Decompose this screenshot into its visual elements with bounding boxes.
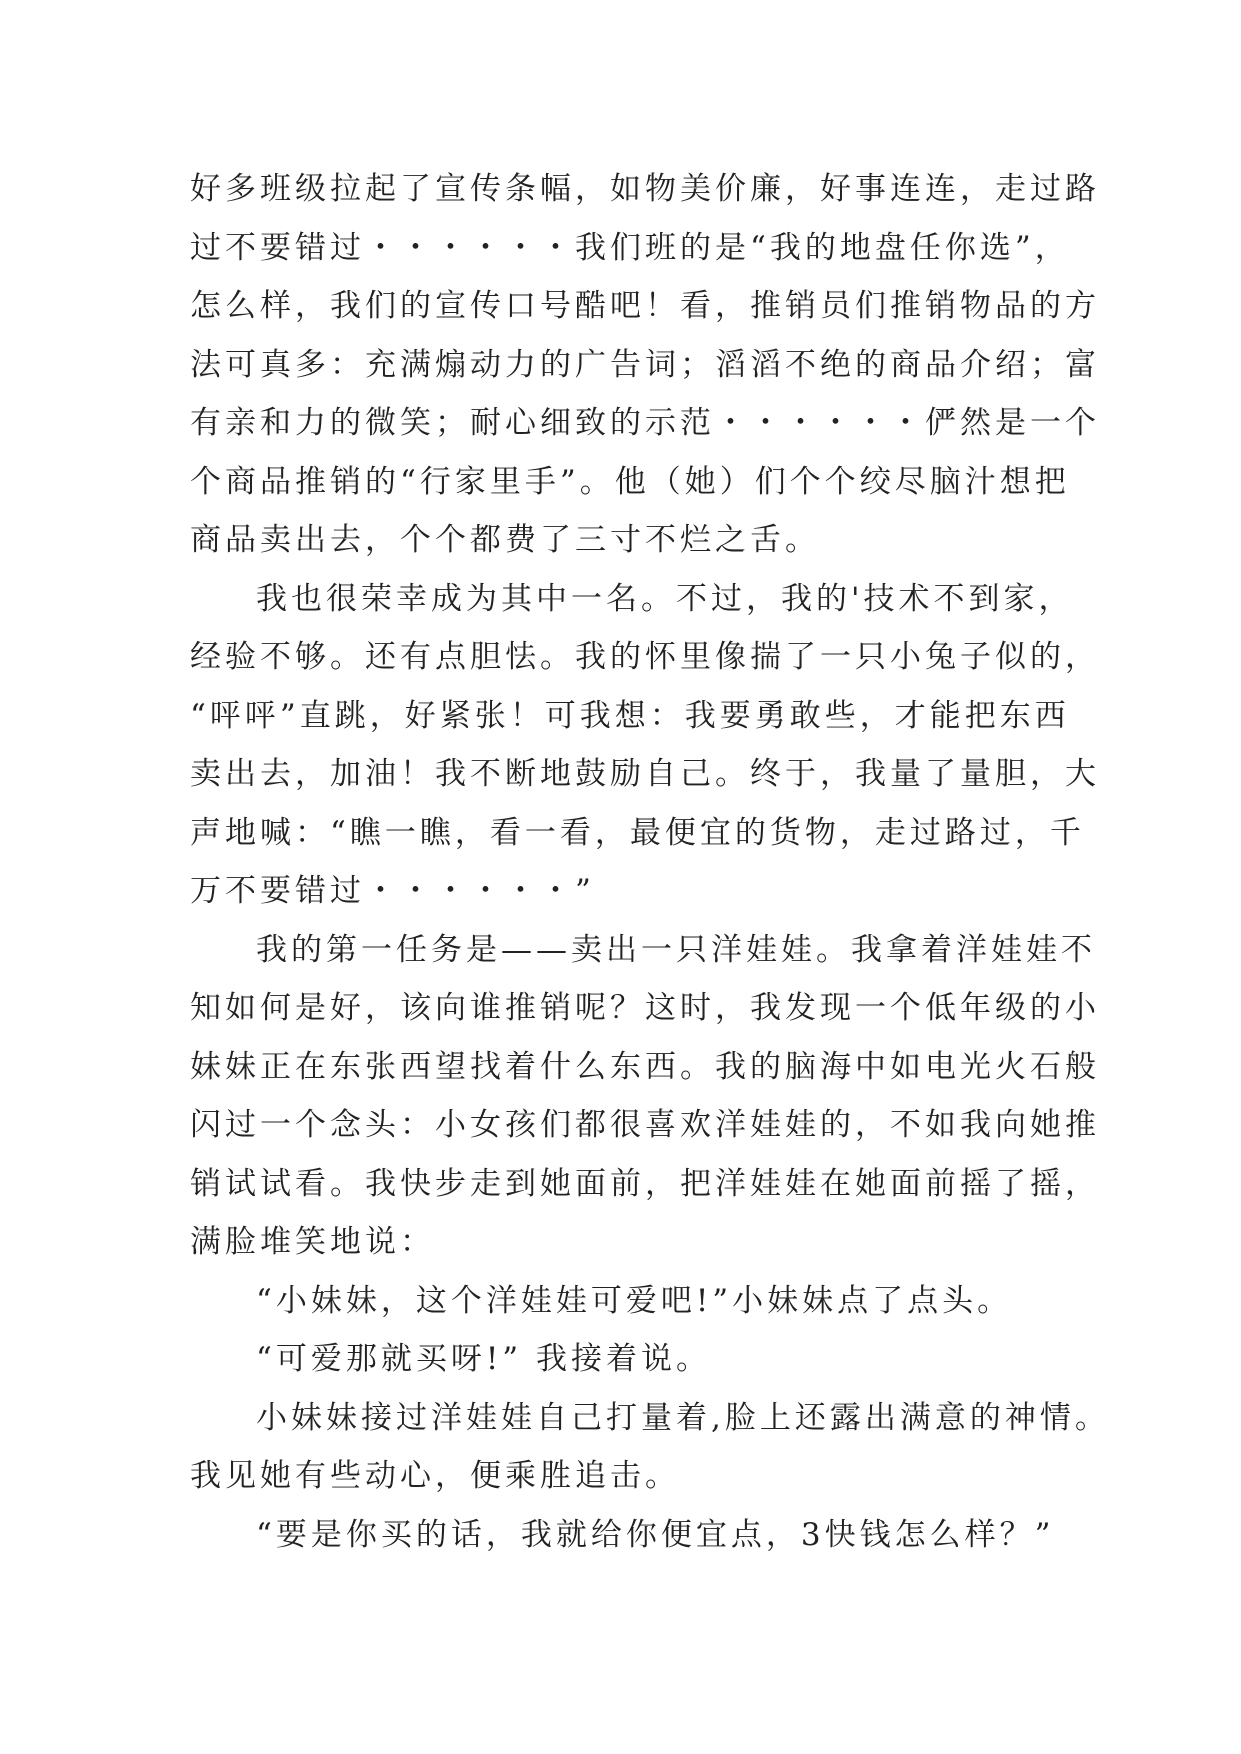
- text-line: 满脸堆笑地说：: [190, 1224, 435, 1260]
- text-line: 法可真多：充满煽动力的广告词；滔滔不绝的商品介绍；富: [190, 346, 1100, 383]
- text-line: “可爱那就买呀!” 我接着说。: [256, 1341, 712, 1377]
- text-line: 怎么样，我们的宣传口号酷吧！看，推销员们推销物品的方: [190, 288, 1100, 324]
- text-line: 声地喊：“瞧一瞧，看一看，最便宜的货物，走过路过，千: [190, 814, 1085, 851]
- text-line: 商品卖出去，个个都费了三寸不烂之舌。: [190, 522, 820, 558]
- text-line: “要是你买的话，我就给你便宜点，3快钱怎么样？”: [256, 1516, 1055, 1553]
- text-line: 卖出去，加油！我不断地鼓励自己。终于，我量了量胆，大: [190, 756, 1100, 792]
- text-line: “呯呯”直跳，好紧张！可我想：我要勇敢些，才能把东西: [190, 697, 1070, 734]
- text-line: 小妹妹接过洋娃娃自己打量着,脸上还露出满意的神情。: [256, 1399, 1110, 1436]
- text-line: 有亲和力的微笑；耐心细致的示范・・・・・・俨然是一个: [190, 405, 1100, 441]
- document-body: [190, 160, 1110, 1564]
- text-line: 个商品推销的“行家里手”。他（她）们个个绞尽脑汁想把: [190, 463, 1070, 500]
- text-line: 我也很荣幸成为其中一名。不过，我的'技术不到家，: [256, 580, 1074, 617]
- text-line: 知如何是好，该向谁推销呢？这时，我发现一个低年级的小: [190, 990, 1100, 1026]
- text-line: 过不要错过・・・・・・我们班的是“我的地盘任你选”，: [190, 229, 1070, 266]
- text-line: “小妹妹，这个洋娃娃可爱吧!”小妹妹点了点头。: [256, 1282, 1013, 1319]
- text-line: 万不要错过・・・・・・”: [190, 873, 595, 909]
- text-line: 销试试看。我快步走到她面前，把洋娃娃在她面前摇了摇，: [190, 1165, 1100, 1202]
- text-line: 好多班级拉起了宣传条幅，如物美价廉，好事连连，走过路: [190, 171, 1100, 207]
- text-line: 我的第一任务是——卖出一只洋娃娃。我拿着洋娃娃不: [256, 931, 1096, 968]
- text-line: 闪过一个念头：小女孩们都很喜欢洋娃娃的，不如我向她推: [190, 1107, 1100, 1143]
- text-line: 经验不够。还有点胆怯。我的怀里像揣了一只小兔子似的，: [190, 639, 1100, 675]
- text-line: 我见她有些动心，便乘胜追击。: [190, 1458, 680, 1494]
- text-line: 妹妹正在东张西望找着什么东西。我的脑海中如电光火石般: [190, 1048, 1100, 1085]
